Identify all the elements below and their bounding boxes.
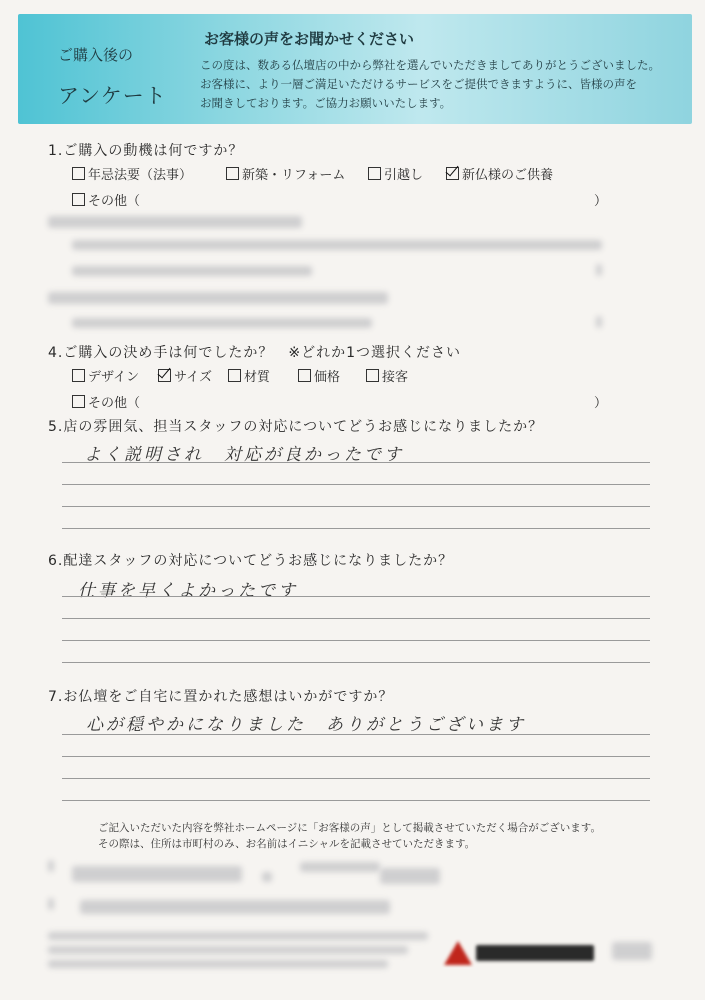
q6-handwritten-answer[interactable]: 仕事を早くよかったです (78, 581, 298, 601)
q1-other-close: ） (594, 194, 608, 209)
q1-option-2[interactable] (226, 164, 345, 183)
checkbox-icon[interactable] (228, 369, 241, 382)
intro-line: お聞きしております。ご協力お願いいたします。 (200, 96, 452, 110)
checkbox-icon[interactable] (226, 167, 239, 180)
q1-option-1[interactable] (72, 164, 192, 183)
banner-heading: お客様の声をお聞かせください (204, 30, 415, 48)
q4-option-other[interactable] (72, 392, 140, 411)
redacted-label (48, 860, 54, 872)
answer-line (62, 734, 650, 735)
redacted-label (48, 898, 54, 910)
question-6-label: 6.配達スタッフの対応についてどうお感じになりましたか？ (48, 553, 454, 569)
redacted-options (72, 318, 372, 328)
answer-line (62, 506, 650, 507)
header-banner (18, 14, 692, 124)
redacted-stamp (612, 942, 652, 960)
redacted-options (72, 240, 602, 250)
answer-line (62, 662, 650, 663)
q4-option-3[interactable] (228, 366, 270, 385)
option-label: その他（ (88, 194, 141, 209)
q4-other-close: ） (594, 396, 608, 411)
checkbox-icon[interactable] (366, 369, 379, 382)
checkbox-icon[interactable] (298, 369, 311, 382)
question-7-label: 7.お仏壇をご自宅に置かれた感想はいかがですか？ (48, 689, 394, 705)
redacted-name (380, 868, 440, 884)
redacted-fineprint (48, 960, 388, 968)
option-label: 接客 (382, 370, 409, 385)
option-label: デザイン (88, 370, 140, 385)
footer-note-2: その際は、住所は市町村のみ、お名前はイニシャルを記載させていただきます。 (98, 838, 476, 850)
checkbox-icon[interactable] (72, 193, 85, 206)
checkbox-icon[interactable] (72, 167, 85, 180)
redacted-fineprint (48, 932, 428, 940)
answer-line (62, 462, 650, 463)
q4-option-4[interactable] (298, 366, 340, 385)
redacted-paren (596, 264, 602, 276)
footer-note-1: ご記入いただいた内容を弊社ホームページに「お客様の声」として掲載させていただく場合がございます。 (98, 822, 601, 834)
redacted-label (300, 862, 380, 872)
redacted-address (72, 866, 242, 882)
q4-option-1[interactable] (72, 366, 139, 385)
banner-title: アンケート (58, 84, 167, 108)
checked-checkbox-icon[interactable] (446, 167, 459, 180)
redacted-fineprint (48, 946, 408, 954)
intro-line: お客様に、より一層ご満足いただけるサービスをご提供できますように、皆様の声を (200, 77, 637, 91)
checkbox-icon[interactable] (368, 167, 381, 180)
answer-line (62, 778, 650, 779)
banner-intro (200, 56, 680, 113)
q1-option-3[interactable] (368, 164, 423, 183)
redacted-paren (596, 316, 602, 328)
answer-line (62, 618, 650, 619)
q4-option-5[interactable] (366, 366, 408, 385)
banner-subtitle: ご購入後の (58, 46, 134, 64)
option-label: 引越し (384, 168, 424, 183)
redacted-mark (262, 872, 272, 882)
company-logo (440, 935, 600, 969)
q7-handwritten-answer[interactable]: 心が穏やかになりました ありがとうございます (86, 715, 526, 735)
q1-option-other[interactable] (72, 190, 140, 209)
answer-line (62, 596, 650, 597)
answer-line (62, 640, 650, 641)
question-4-label: 4.ご購入の決め手は何でしたか？ ※どれか1つ選択ください (48, 345, 461, 361)
intro-line: この度は、数ある仏壇店の中から弊社を選んでいただきましてありがとうございました。 (200, 58, 660, 72)
redacted-phone (80, 900, 390, 914)
option-label: 新仏様のご供養 (462, 168, 554, 183)
option-label: その他（ (88, 396, 141, 411)
q5-handwritten-answer[interactable]: よく説明され 対応が良かったです (84, 445, 404, 465)
q1-option-4[interactable] (446, 164, 553, 183)
checkbox-icon[interactable] (72, 395, 85, 408)
answer-line (62, 800, 650, 801)
answer-line (62, 528, 650, 529)
q4-option-2[interactable] (158, 366, 212, 385)
redacted-question-3 (48, 292, 388, 304)
option-label: 価格 (314, 370, 341, 385)
redacted-question-2 (48, 216, 302, 228)
question-1-label: 1.ご購入の動機は何ですか？ (48, 143, 244, 159)
option-label: 年忌法要（法事） (88, 168, 193, 183)
answer-line (62, 484, 650, 485)
checkbox-icon[interactable] (72, 369, 85, 382)
option-label: サイズ (174, 370, 212, 385)
option-label: 新築・リフォーム (242, 168, 346, 183)
question-5-label: 5.店の雰囲気、担当スタッフの対応についてどうお感じになりましたか？ (48, 419, 544, 435)
answer-line (62, 756, 650, 757)
checked-checkbox-icon[interactable] (158, 369, 171, 382)
option-label: 材質 (244, 370, 271, 385)
redacted-options (72, 266, 312, 276)
